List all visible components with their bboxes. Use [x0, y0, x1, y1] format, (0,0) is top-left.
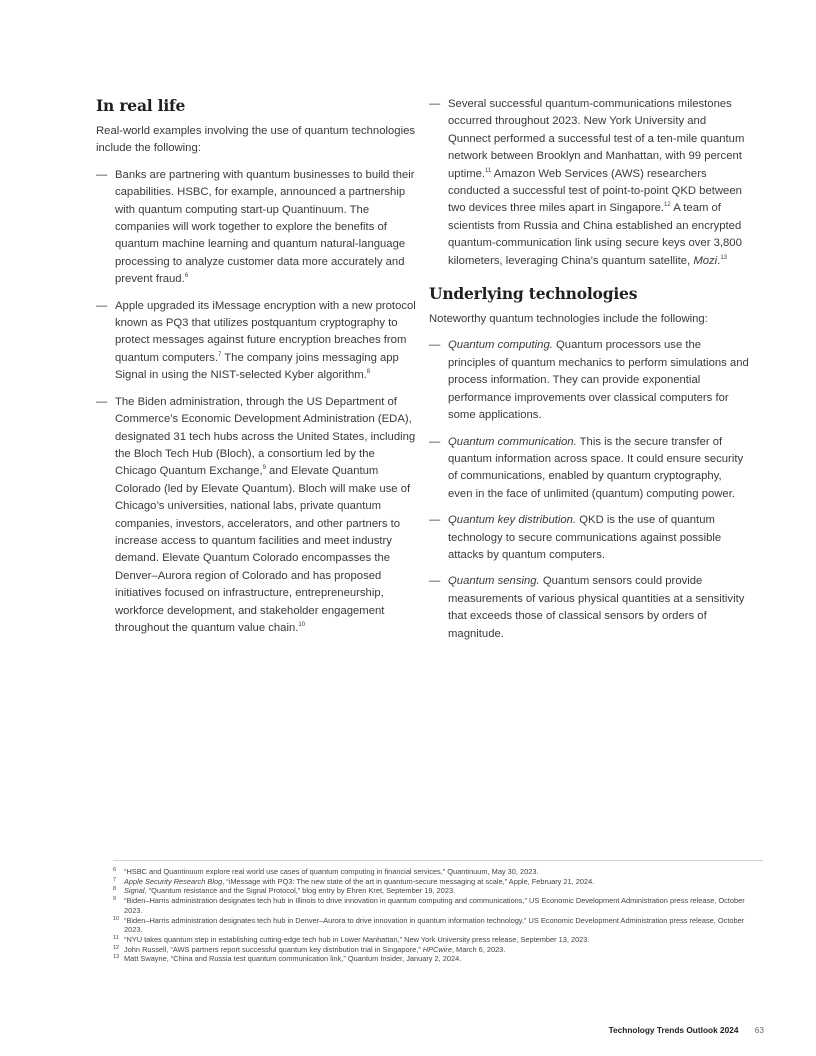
dash-bullet-icon: —	[429, 98, 441, 110]
dash-bullet-icon: —	[429, 514, 441, 527]
footnote: 6 “HSBC and Quantinuum explore real world use cases of quantum computing in financial services,” Quantinuum, May 30, 2023.	[113, 867, 539, 876]
right-column	[429, 96, 749, 652]
list-item: — Quantum key distribution. QKD is the use of quantum technology to secure communications against possible attacks by quantum computers.	[429, 514, 722, 561]
milestones-list	[429, 96, 749, 270]
footnote: 10 “Biden–Harris administration designates tech hub in Denver–Aurora to drive innovation in quantum information technology,” US Economic Development Administration press release, October 2023.	[113, 915, 745, 935]
footnote-number: 11	[113, 934, 119, 941]
footnote-number: 13	[113, 954, 120, 961]
page-number: 63	[754, 1025, 764, 1035]
footnote-ref: 9	[262, 465, 266, 472]
list-item: — Banks are partnering with quantum businesses to build their capabilities. HSBC, for example, announced a partnership with quantum computing start-up Quantinuum. The companies will work together to explore the benefits of quantum machine learning and quantum natural-language processing to analyze customer data more accurately and prevent fraud.$^6$	[96, 168, 415, 286]
publication-title: Technology Trends Outlook 2024	[608, 1025, 739, 1035]
footnote-ref: 11	[485, 167, 492, 174]
list-item: — Apple upgraded its iMessage encryption with a new protocol known as PQ3 that utilizes postquantum cryptography to protect messages against future encryption breaches from quantum computers.$^7$ The company joins messaging app Signal in using the NIST-selected Kyber algorithm.$^8$	[96, 299, 416, 382]
section-heading-in-real-life: In real life	[96, 96, 186, 115]
technologies-list	[429, 337, 749, 643]
list-item: — Quantum computing. Quantum processors use the principles of quantum mechanics to perform simulations and process information. They can provide exponential performance improvements over classical computers for some applications.	[429, 339, 749, 422]
footnote-number: 12	[113, 944, 120, 951]
examples-list	[96, 167, 416, 638]
dash-bullet-icon: —	[429, 339, 441, 352]
footnotes	[113, 860, 763, 964]
footnote: 13 Matt Swayne, “China and Russia test quantum communication link,” Quantum Insider, January 2, 2024.	[113, 954, 462, 964]
list-item: — Several successful quantum-communications milestones occurred throughout 2023. New York University and Qunnect performed a successful test of a ten-mile quantum network between Brooklyn and Manhattan, with 99 percent uptime.$^{11}$ Amazon Web Services (AWS) researchers conducted a successful test of point-to-point QKD between two devices three miles apart in Singapore.$^{12}$ A team of scientists from Russia and China established an encrypted quantum-communication link using secure keys over 3,800 kilometers, leveraging China’s quantum satellite, Mozi.$^{13}$	[429, 98, 745, 267]
footnote-ref: 12	[664, 202, 671, 209]
footnote: 11 “NYU takes quantum step in establishing cutting-edge tech hub in Lower Manhattan,” New York University press release, September 13, 2023.	[113, 934, 590, 944]
footnote: 7 Apple Security Research Blog, “iMessage with PQ3: The new state of the art in quantum-secure messaging at scale,” Apple, February 21, 2024.	[113, 876, 595, 886]
footnote-number: 6	[113, 867, 117, 873]
dash-bullet-icon: —	[96, 395, 108, 408]
footnote-number: 9	[113, 896, 117, 903]
intro-paragraph: Noteworthy quantum technologies include the following:	[429, 313, 708, 326]
dash-bullet-icon: —	[429, 435, 441, 448]
footnote-ref: 8	[366, 369, 371, 376]
left-column	[96, 96, 416, 646]
footnote: 8 Signal, “Quantum resistance and the Signal Protocol,” blog entry by Ehren Kret, September 19, 2023.	[113, 886, 456, 896]
dash-bullet-icon: —	[96, 168, 108, 181]
list-item: — Quantum communication. This is the secure transfer of quantum information across space. It could ensure security of communications, enabled by quantum cryptography, even in the face of unlimited (quantum) computing power.	[429, 435, 744, 500]
footnote: 12 John Russell, “AWS partners report successful quantum key distribution trial in Singapore,” HPCwire, March 6, 2023.	[113, 944, 506, 954]
footnote-ref: 7	[217, 351, 222, 358]
footnote: 9 “Biden–Harris administration designates tech hub in Illinois to drive innovation in quantum computing and communications,” US Economic Development Administration press release, October 2023.	[113, 896, 745, 915]
intro-paragraph: Real-world examples involving the use of quantum technologies include the following:	[96, 125, 416, 155]
page-footer	[609, 1025, 764, 1035]
footnote-ref: 13	[720, 254, 727, 261]
dash-bullet-icon: —	[429, 575, 441, 588]
list-item: — The Biden administration, through the US Department of Commerce’s Economic Development Administration (EDA), designated 31 tech hubs across the United States, including the Bloch Tech Hub (Bloch), a consortium led by the Chicago Quantum Exchange,$^9$ and Elevate Quantum Colorado (led by Elevate Quantum). Bloch will make use of Chicago’s universities, national labs, private quantum companies, investors, accelerators, and other partners to increase access to quantum facilities and meet industry demand. Elevate Quantum Colorado encompasses the Denver–Aurora region of Colorado and has proposed initiatives focused on infrastructure, entrepreneurship, workforce development, and stakeholder engagement throughout the quantum value chain.$^{10}$	[96, 395, 416, 634]
footnote-number: 8	[113, 886, 117, 893]
footnote-ref: 10	[298, 621, 306, 628]
section-heading-underlying-technologies: Underlying technologies	[429, 284, 638, 304]
dash-bullet-icon: —	[96, 299, 108, 312]
list-item: — Quantum sensing. Quantum sensors could provide measurements of various physical quantities at a sensitivity that exceeds those of classical sensors by orders of magnitude.	[429, 575, 745, 640]
footnote-number: 10	[113, 915, 120, 922]
footnote-ref: 6	[184, 273, 189, 280]
footnote-number: 7	[113, 876, 117, 883]
